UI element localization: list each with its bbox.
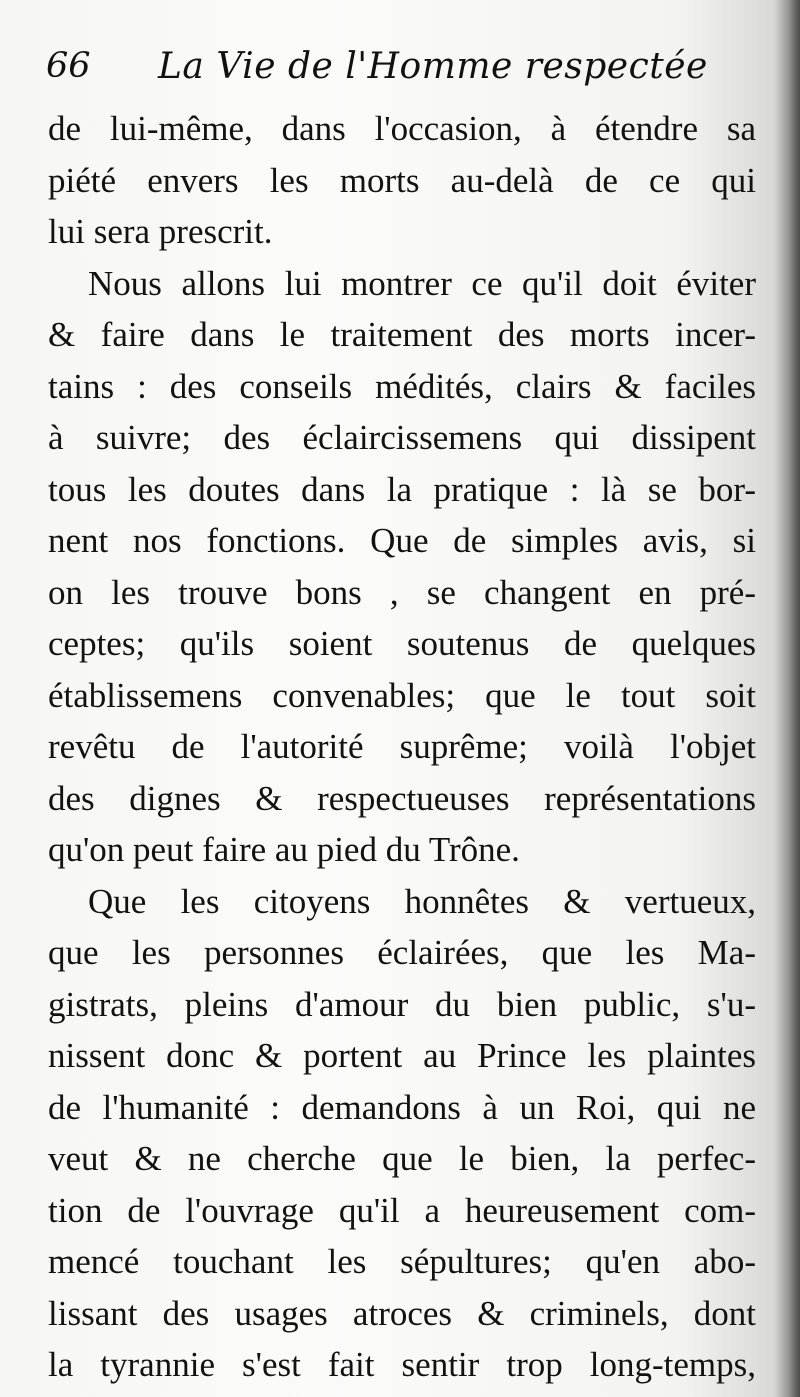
text-line: nissent donc & portent au Prince les plaintes [48, 1036, 756, 1075]
text-line: Nous allons lui montrer ce qu'il doit éviter [88, 263, 756, 303]
page-gutter-shadow [772, 0, 800, 1397]
text-line: veut & ne cherche que le bien, la perfec- [48, 1139, 756, 1178]
running-head-title: La Vie de l'Homme respectée [158, 46, 708, 87]
running-head [46, 42, 766, 102]
text-line: lissant des usages atroces & criminels, dont [48, 1293, 756, 1333]
text-line: de l'humanité : demandons à un Roi, qui ne [48, 1087, 756, 1127]
text-line: tion de l'ouvrage qu'il a heureusement com- [48, 1190, 756, 1230]
text-line: des dignes & respectueuses représentations [48, 778, 756, 818]
text-line: que les personnes éclairées, que les Ma- [48, 933, 756, 972]
text-line: piété envers les morts au-delà de ce qui [48, 160, 756, 200]
text-line: qu'on peut faire au pied du Trône. [48, 830, 520, 869]
text-line: de lui-même, dans l'occasion, à étendre sa [48, 109, 756, 148]
text-line: la tyrannie s'est fait sentir trop long-temps, [48, 1345, 756, 1384]
text-line: à suivre; des éclaircissemens qui dissipent [48, 418, 756, 457]
text-line: tains : des conseils médités, clairs & faciles [48, 366, 756, 406]
text-line: gistrats, pleins d'amour du bien public, s'u- [48, 984, 756, 1024]
text-line: mencé touchant les sépultures; qu'en abo- [48, 1242, 756, 1281]
text-line: nent nos fonctions. Que de simples avis, si [48, 521, 756, 560]
text-line: tous les doutes dans la pratique : là se bor- [48, 469, 756, 509]
text-line: on les trouve bons , se changent en pré- [48, 572, 756, 612]
text-line: établissemens convenables; que le tout soit [48, 675, 756, 715]
page-number: 66 [46, 46, 91, 86]
text-line: & faire dans le traitement des morts incer- [48, 315, 756, 354]
text-line: lui sera prescrit. [48, 212, 273, 251]
text-line: revêtu de l'autorité suprême; voilà l'objet [48, 727, 756, 766]
body-text [48, 103, 756, 1391]
text-line: Que les citoyens honnêtes & vertueux, [88, 881, 756, 921]
text-line: ceptes; qu'ils soient soutenus de quelques [48, 624, 756, 663]
